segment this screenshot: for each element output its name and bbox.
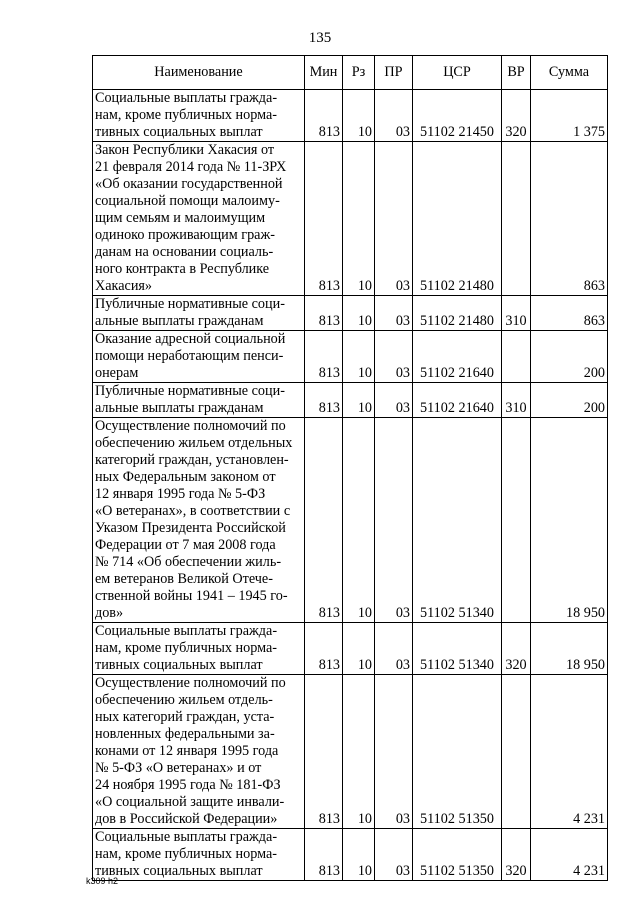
row-name-line: помощи неработающим пенси-	[95, 348, 284, 364]
row-name-line: одиноко проживающим граж-	[95, 227, 276, 243]
table-row	[93, 142, 608, 296]
row-csr: 51102 21480	[413, 296, 502, 331]
row-vr	[502, 418, 531, 623]
row-vr	[502, 331, 531, 383]
row-sum: 18 950	[531, 623, 608, 675]
row-name-line: конами от 12 января 1995 года	[95, 743, 279, 759]
row-csr: 51102 21640	[413, 331, 502, 383]
row-pr: 03	[375, 142, 413, 296]
row-name-line: данам на основании социаль-	[95, 244, 274, 260]
row-name-line: «О социальной защите инвали-	[95, 794, 285, 810]
row-sum: 863	[531, 296, 608, 331]
header-sum: Сумма	[531, 56, 608, 90]
row-rz: 10	[343, 829, 375, 881]
row-name-line: ем ветеранов Великой Отече-	[95, 571, 273, 587]
row-name-line: ного контракта в Республике	[95, 261, 270, 277]
row-vr: 310	[502, 296, 531, 331]
row-name-line: щим семьям и малоимущим	[95, 210, 266, 226]
row-pr: 03	[375, 675, 413, 829]
row-name-line: альные выплаты гражданам	[95, 400, 264, 416]
row-rz: 10	[343, 623, 375, 675]
row-csr: 51102 21480	[413, 142, 502, 296]
row-rz: 10	[343, 331, 375, 383]
row-sum: 200	[531, 331, 608, 383]
row-min: 813	[305, 383, 343, 418]
row-min: 813	[305, 675, 343, 829]
row-min: 813	[305, 296, 343, 331]
row-name-line: Указом Президента Российской	[95, 520, 286, 536]
row-name-line: 24 ноября 1995 года № 181-ФЗ	[95, 777, 281, 793]
row-name	[93, 142, 305, 296]
document-code: k309 h2	[86, 876, 119, 886]
row-name	[93, 296, 305, 331]
row-name-line: «Об оказании государственной	[95, 176, 283, 192]
row-name-line: Оказание адресной социальной	[95, 331, 286, 347]
row-name	[93, 331, 305, 383]
row-name-line: Осуществление полномочий по	[95, 418, 286, 434]
row-rz: 10	[343, 142, 375, 296]
row-name	[93, 90, 305, 142]
row-name-line: дов в Российской Федерации»	[95, 811, 278, 827]
header-min: Мин	[305, 56, 343, 90]
row-name	[93, 383, 305, 418]
row-name-line: альные выплаты гражданам	[95, 313, 264, 329]
row-sum: 18 950	[531, 418, 608, 623]
row-name-line: 12 января 1995 года № 5-ФЗ	[95, 486, 266, 502]
row-csr: 51102 51350	[413, 675, 502, 829]
row-name-line: 21 февраля 2014 года № 11-ЗРХ	[95, 159, 287, 175]
row-sum: 1 375	[531, 90, 608, 142]
row-min: 813	[305, 829, 343, 881]
row-min: 813	[305, 142, 343, 296]
table-header-row	[93, 56, 608, 90]
row-name-line: ных категорий граждан, уста-	[95, 709, 275, 725]
row-name-line: категорий граждан, установлен-	[95, 452, 289, 468]
row-vr: 320	[502, 829, 531, 881]
table-row	[93, 675, 608, 829]
row-name-line: Публичные нормативные соци-	[95, 383, 285, 399]
row-vr	[502, 142, 531, 296]
row-csr: 51102 51350	[413, 829, 502, 881]
row-name	[93, 829, 305, 881]
row-rz: 10	[343, 90, 375, 142]
row-vr: 320	[502, 90, 531, 142]
table-row	[93, 829, 608, 881]
row-name-line: № 5-ФЗ «О ветеранах» и от	[95, 760, 262, 776]
header-pr: ПР	[375, 56, 413, 90]
row-name-line: нам, кроме публичных норма-	[95, 640, 277, 656]
row-sum: 863	[531, 142, 608, 296]
row-name-line: обеспечению жильем отдельных	[95, 435, 293, 451]
row-sum: 4 231	[531, 675, 608, 829]
row-name-line: дов»	[95, 605, 124, 621]
row-vr: 310	[502, 383, 531, 418]
row-vr: 320	[502, 623, 531, 675]
page-number: 135	[308, 30, 332, 46]
row-csr: 51102 21450	[413, 90, 502, 142]
row-name-line: Социальные выплаты гражда-	[95, 90, 278, 106]
row-min: 813	[305, 623, 343, 675]
row-name-line: онерам	[95, 365, 139, 381]
table-row	[93, 296, 608, 331]
row-name-line: тивных социальных выплат	[95, 657, 263, 673]
row-vr	[502, 675, 531, 829]
header-vr: ВР	[502, 56, 531, 90]
row-name-line: тивных социальных выплат	[95, 124, 263, 140]
row-csr: 51102 51340	[413, 418, 502, 623]
row-pr: 03	[375, 331, 413, 383]
row-pr: 03	[375, 383, 413, 418]
table-row	[93, 331, 608, 383]
row-min: 813	[305, 418, 343, 623]
row-min: 813	[305, 90, 343, 142]
row-name-line: № 714 «Об обеспечении жиль-	[95, 554, 282, 570]
row-pr: 03	[375, 90, 413, 142]
row-rz: 10	[343, 675, 375, 829]
row-name-line: новленных федеральными за-	[95, 726, 275, 742]
row-rz: 10	[343, 296, 375, 331]
row-rz: 10	[343, 418, 375, 623]
row-pr: 03	[375, 418, 413, 623]
row-sum: 4 231	[531, 829, 608, 881]
row-name-line: социальной помощи малоиму-	[95, 193, 280, 209]
row-name-line: ных Федеральным законом от	[95, 469, 276, 485]
table-body	[93, 90, 608, 881]
row-name-line: Осуществление полномочий по	[95, 675, 286, 691]
row-pr: 03	[375, 296, 413, 331]
row-name-line: нам, кроме публичных норма-	[95, 846, 277, 862]
row-pr: 03	[375, 829, 413, 881]
row-name-line: нам, кроме публичных норма-	[95, 107, 277, 123]
table-row	[93, 90, 608, 142]
header-csr: ЦСР	[413, 56, 502, 90]
row-pr: 03	[375, 623, 413, 675]
row-name-line: обеспечению жильем отдель-	[95, 692, 273, 708]
budget-table	[92, 55, 608, 881]
table-row	[93, 623, 608, 675]
table-row	[93, 418, 608, 623]
row-name	[93, 623, 305, 675]
header-rz: Рз	[343, 56, 375, 90]
row-name-line: ственной войны 1941 – 1945 го-	[95, 588, 288, 604]
row-name-line: Закон Республики Хакасия от	[95, 142, 275, 158]
row-name-line: Публичные нормативные соци-	[95, 296, 285, 312]
row-name	[93, 418, 305, 623]
table-row	[93, 383, 608, 418]
header-name: Наименование	[93, 56, 305, 90]
row-name-line: Федерации от 7 мая 2008 года	[95, 537, 276, 553]
row-name-line: тивных социальных выплат	[95, 863, 263, 879]
row-name-line: Социальные выплаты гражда-	[95, 829, 278, 845]
row-name-line: «О ветеранах», в соответствии с	[95, 503, 291, 519]
row-rz: 10	[343, 383, 375, 418]
row-csr: 51102 21640	[413, 383, 502, 418]
row-name-line: Хакасия»	[95, 278, 153, 294]
row-csr: 51102 51340	[413, 623, 502, 675]
row-min: 813	[305, 331, 343, 383]
row-name-line: Социальные выплаты гражда-	[95, 623, 278, 639]
row-sum: 200	[531, 383, 608, 418]
row-name	[93, 675, 305, 829]
